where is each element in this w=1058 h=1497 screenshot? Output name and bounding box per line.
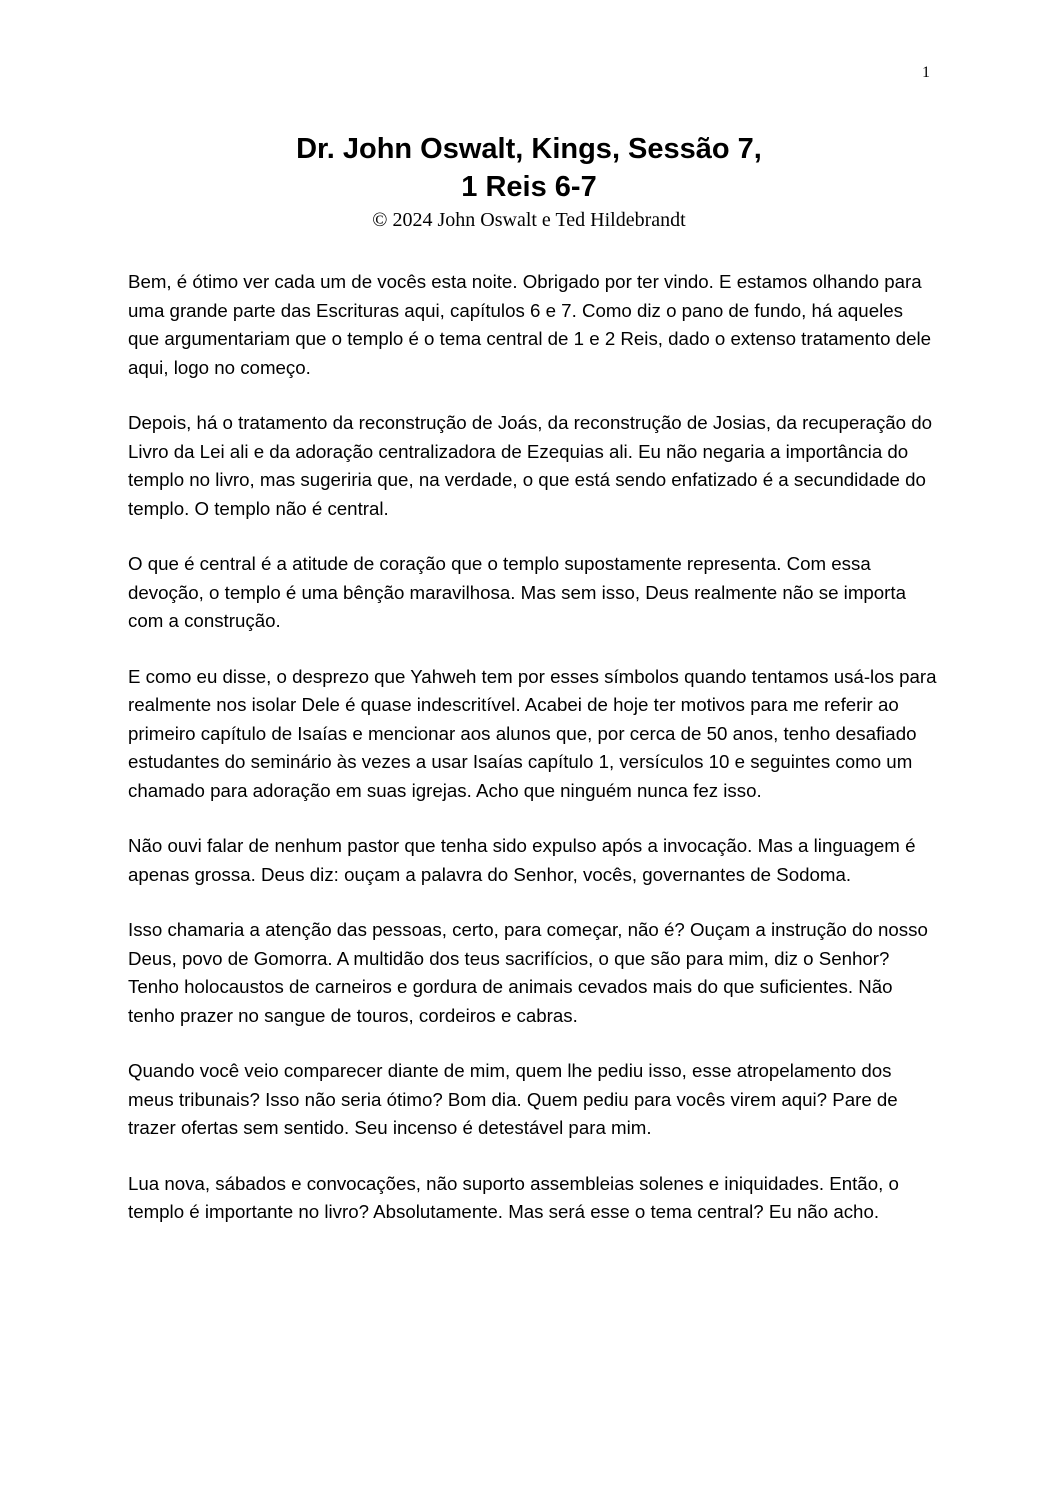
paragraph-1: Bem, é ótimo ver cada um de vocês esta noite. Obrigado por ter vindo. E estamos olhando para uma grande parte das Escrituras aqui, capítulos 6 e 7. Como diz o pano de fundo, há aqueles que argumentariam que o templo é o tema central de 1 e 2 Reis, dado o extenso tratamento dele aqui, logo no começo. — [128, 271, 932, 378]
title-block — [0, 130, 1058, 232]
paragraph-7: Quando você veio comparecer diante de mim, quem lhe pediu isso, esse atropelamento dos meus tribunais? Isso não seria ótimo? Bom dia. Quem pediu para vocês virem aqui? Pare de trazer ofertas sem sentido. Seu incenso é detestável para mim. — [128, 1060, 898, 1138]
paragraph-3: O que é central é a atitude de coração que o templo supostamente representa. Com essa devoção, o templo é uma bênção maravilhosa. Mas sem isso, Deus realmente não se importa com a construção. — [128, 553, 906, 631]
paragraph-2: Depois, há o tratamento da reconstrução de Joás, da reconstrução de Josias, da recuperação do Livro da Lei ali e da adoração centralizadora de Ezequias ali. Eu não negaria a importância do templo no livro, mas sugeriria que, na verdade, o que está sendo enfatizado é a secundidade do templo. O templo não é central. — [128, 412, 933, 519]
document-body — [128, 268, 938, 1254]
paragraph-8: Lua nova, sábados e convocações, não suporto assembleias solenes e iniquidades. Então, o templo é importante no livro? Absolutamente. Mas será esse o tema central? Eu não acho. — [128, 1172, 899, 1222]
page-number: 1 — [922, 64, 930, 81]
copyright-notice: © 2024 John Oswalt e Ted Hildebrandt — [372, 209, 686, 231]
document-title-line-1: Dr. John Oswalt, Kings, Sessão 7, — [296, 133, 762, 165]
paragraph-4: E como eu disse, o desprezo que Yahweh tem por esses símbolos quando tentamos usá-los para realmente nos isolar Dele é quase indescritível. Acabei de hoje ter motivos para me referir ao primeiro capítulo de Isaías e mencionar aos alunos que, por cerca de 50 anos, tenho desafiado estudantes do seminário às vezes a usar Isaías capítulo 1, versículos 10 e seguintes como um chamado para adoração em suas igrejas. Acho que ninguém nunca fez isso. — [128, 665, 937, 801]
paragraph-5: Não ouvi falar de nenhum pastor que tenha sido expulso após a invocação. Mas a linguagem é apenas grossa. Deus diz: ouçam a palavra do Senhor, vocês, governantes de Sodoma. — [128, 835, 916, 885]
paragraph-6: Isso chamaria a atenção das pessoas, certo, para começar, não é? Ouçam a instrução do nosso Deus, povo de Gomorra. A multidão dos teus sacrifícios, o que são para mim, diz o Senhor? Tenho holocaustos de carneiros e gordura de animais cevados mais do que suficientes. Não tenho prazer no sangue de touros, cordeiros e cabras. — [128, 919, 928, 1026]
document-title-line-2: 1 Reis 6-7 — [461, 171, 597, 203]
